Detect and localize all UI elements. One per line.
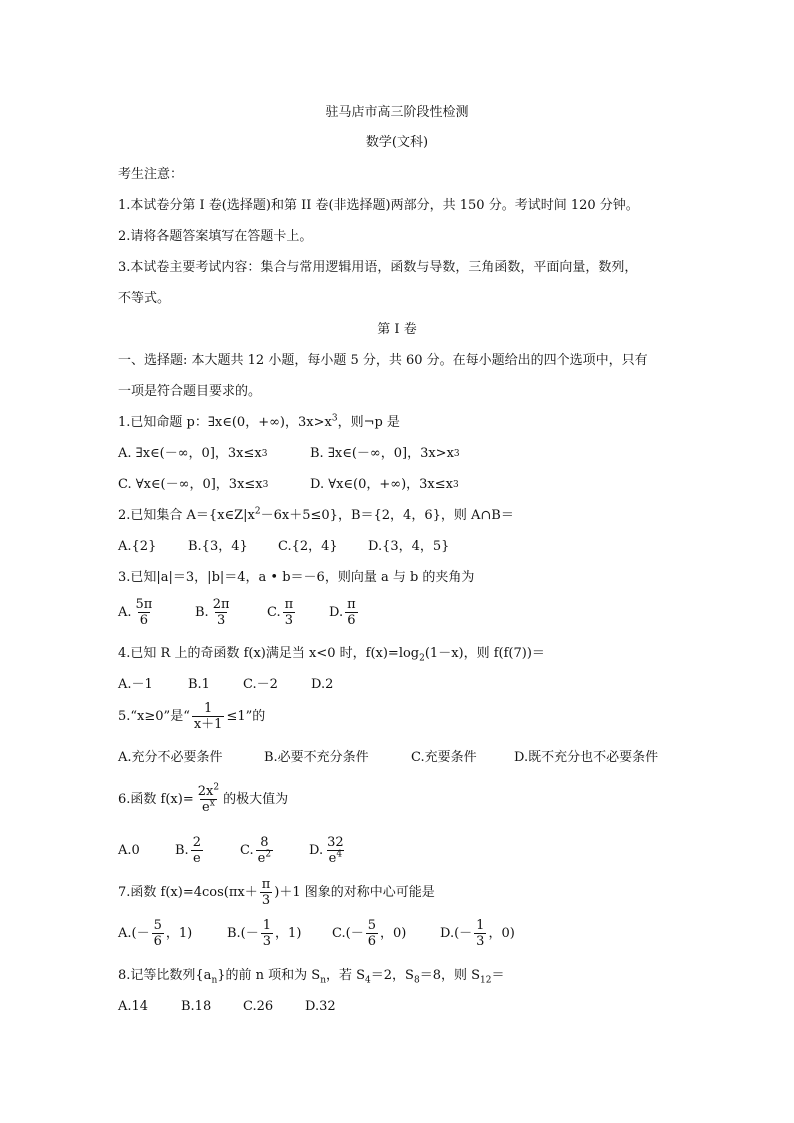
question-5-option-a: A.充分不必要条件 — [118, 750, 223, 765]
question-3-stem: 3.已知|a|＝3，|b|＝4，a • b＝－6，则向量 a 与 b 的夹角为 — [118, 570, 475, 585]
section-intro-cont: 一项是符合题目要求的。 — [118, 384, 262, 399]
question-6-option-c: C. $\frac{8}{e^2}$ — [240, 835, 272, 866]
question-8-options — [118, 998, 336, 1016]
question-3-option-b: B. $\frac{2\pi}{3}$ — [195, 597, 230, 628]
fraction: $\frac{\pi}{6}$ — [347, 597, 356, 628]
question-1-option-d: D. ∀x∈(0，+∞)，3x≤x 3 — [310, 477, 459, 492]
question-2-option-c: C.{2，4} — [278, 539, 338, 554]
question-4-stem: 4.已知 R 上的奇函数 f(x)满足当 x<0 时，$f(x)=\log_2(1-x)$，则 f(f(7))＝ — [118, 646, 545, 664]
question-1-stem: 1.已知命题 p：∃x∈(0，+∞)，$3x>x^3$，则¬p 是 — [118, 413, 400, 430]
question-5-stem: 5.“x≥0”是“ $\frac{1}{x+1}$ ≤1”的 — [118, 701, 266, 732]
question-8-option-b: B.18 — [181, 999, 212, 1014]
question-7-options — [118, 918, 515, 949]
fraction: $\frac{\pi}{3}$ — [284, 597, 294, 628]
question-2-options — [118, 538, 449, 556]
fraction: $\frac{32}{e^4}$ — [327, 835, 344, 866]
question-4-option-c: C.－2 — [243, 677, 278, 692]
question-2-option-a: A.{2} — [118, 539, 157, 554]
fraction: $\frac{2\pi}{3}$ — [212, 597, 230, 628]
question-8-stem: 8.记等比数列$\{a_n\}$的前 n 项和为 $S_n$，若 $S_4=2$，$S_8=8$，则 $S_{12}=$ — [118, 968, 505, 986]
question-2-option-b: B.{3，4} — [188, 539, 248, 554]
question-1-option-a: A. ∃x∈(－∞，0]，3x≤x 3 — [118, 446, 268, 461]
question-3-option-c: C. $\frac{\pi}{3}$ — [267, 597, 294, 628]
section-title: 第 I 卷 — [377, 322, 417, 337]
question-8-option-d: D.32 — [305, 999, 336, 1014]
question-7-stem: 7.函数 f(x)=4cos(πx＋ $\frac{\pi}{3}$ )＋1 图象的对称中心可能是 — [118, 877, 435, 908]
question-4-option-b: B.1 — [188, 677, 210, 692]
question-2-option-d: D.{3，4，5} — [368, 539, 450, 554]
fraction: $\frac{8}{e^2}$ — [257, 835, 272, 866]
question-1-options-cd — [118, 476, 459, 494]
question-4-options — [118, 676, 333, 694]
question-5-option-b: B.必要不充分条件 — [264, 750, 369, 765]
fraction: $\frac{2x^2}{e^x}$ — [197, 782, 220, 815]
question-8-option-c: C.26 — [243, 999, 274, 1014]
question-7-option-d: D.(－ $\frac{1}{3}$ ，0) — [440, 918, 515, 949]
exam-subject: 数学(文科) — [365, 135, 429, 150]
question-6-options — [118, 835, 348, 866]
notice-item-1: 1.本试卷分第 I 卷(选择题)和第 II 卷(非选择题)两部分，共 150 分。考试时间 120 分钟。 — [118, 198, 639, 213]
fraction: $\frac{1}{x+1}$ — [193, 701, 223, 732]
question-6-stem: 6.函数 f(x)= $\frac{2x^2}{e^x}$ 的极大值为 — [118, 782, 289, 815]
question-6-option-a: A.0 — [118, 842, 140, 858]
question-4-option-a: A.－1 — [118, 677, 153, 692]
question-8-option-a: A.14 — [118, 999, 149, 1014]
question-3-options — [118, 597, 360, 628]
fraction: $\frac{5}{6}$ — [153, 918, 162, 949]
question-2-stem: 2.已知集合 $A=\{x\in Z|x^2-6x+5\le 0\}$，B＝{2，4，6}，则 A∩B＝ — [118, 506, 514, 523]
question-1-options-ab — [118, 445, 460, 463]
fraction: $\frac{5\pi}{6}$ — [135, 597, 153, 628]
question-5-options — [118, 749, 658, 767]
question-3-option-a: A. $\frac{5\pi}{6}$ — [118, 597, 153, 628]
notice-item-3-cont: 不等式。 — [118, 291, 171, 306]
question-1-option-b: B. ∃x∈(－∞，0]，3x>x 3 — [310, 446, 460, 461]
fraction: $\frac{\pi}{3}$ — [261, 877, 271, 908]
fraction: $\frac{1}{3}$ — [262, 918, 272, 949]
question-7-option-a: A.(－ $\frac{5}{6}$ ，1) — [118, 918, 193, 949]
notice-item-3: 3.本试卷主要考试内容：集合与常用逻辑用语，函数与导数，三角函数，平面向量，数列， — [118, 260, 638, 275]
question-5-option-d: D.既不充分也不必要条件 — [514, 750, 659, 765]
fraction: $\frac{1}{3}$ — [476, 918, 485, 949]
section-intro: 一、选择题: 本大题共 12 小题，每小题 5 分，共 60 分。在每小题给出的四个选项中，只有 — [118, 353, 648, 368]
question-1-option-c: C. ∀x∈(－∞，0]，3x≤x 3 — [118, 477, 269, 492]
question-7-option-b: B.(－ $\frac{1}{3}$ ，1) — [227, 918, 302, 949]
notice-item-2: 2.请将各题答案填写在答题卡上。 — [118, 229, 313, 244]
question-4-option-d: D.2 — [311, 677, 334, 692]
question-6-option-b: B. $\frac{2}{e}$ — [175, 835, 201, 866]
question-3-option-d: D. $\frac{\pi}{6}$ — [329, 597, 356, 628]
question-7-option-c: C.(－ $\frac{5}{6}$ ，0) — [332, 918, 407, 949]
fraction: $\frac{5}{6}$ — [367, 918, 376, 949]
exam-title: 驻马店市高三阶段性检测 — [325, 105, 469, 120]
question-5-option-c: C.充要条件 — [411, 750, 477, 765]
fraction: $\frac{2}{e}$ — [192, 835, 201, 866]
notice-heading: 考生注意： — [118, 167, 184, 182]
question-6-option-d: D. $\frac{32}{e^4}$ — [309, 835, 344, 866]
